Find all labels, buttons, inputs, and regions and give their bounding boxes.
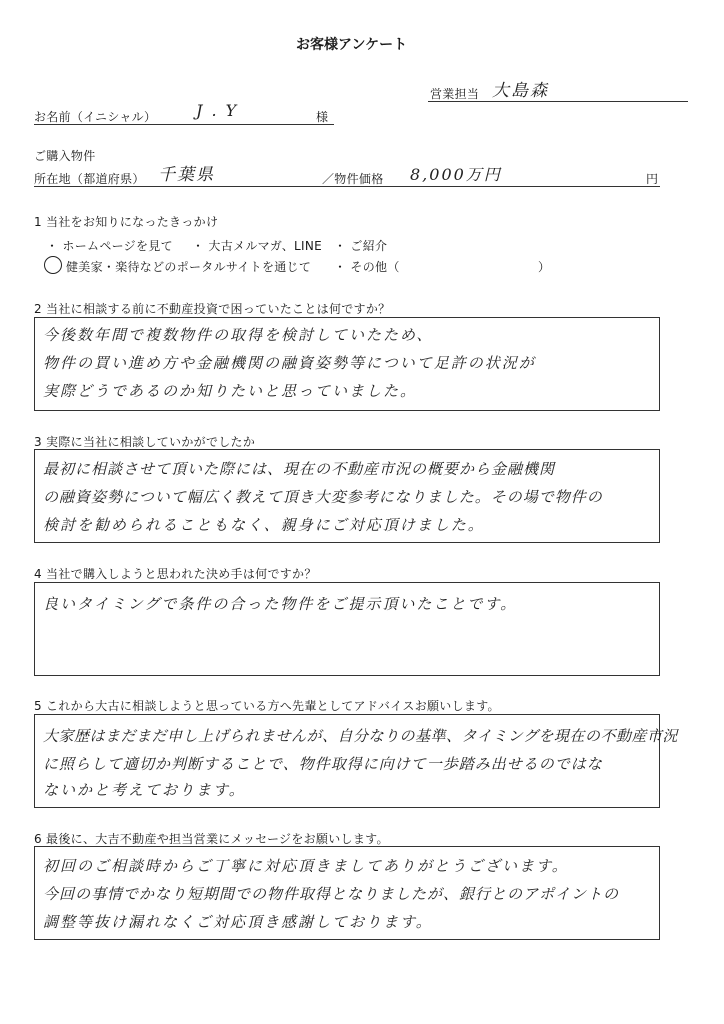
q3-label: 3 実際に当社に相談していかがでしたか [34,435,256,449]
q5-answer-line-1: 大家歴はまだまだ申し上げられませんが、自分なりの基準、タイミングを現在の不動産市況 [43,727,678,745]
q6-answer-box [34,846,660,940]
q2-answer-line-3: 実際どうであるのか知りたいと思っていました。 [43,382,418,400]
q3-answer-box [34,449,660,543]
q5-answer-line-3: ないかと考えております。 [43,781,246,799]
q3-answer-line-2: の融資姿勢について幅広く教えて頂き大変参考になりました。その場で物件の [43,488,603,506]
q4-answer-line-1: 良いタイミングで条件の合った物件をご提示頂いたことです。 [43,595,518,613]
location-label: 所在地（都道府県） [34,172,145,186]
property-underline [34,186,660,187]
name-value: J . Y [196,101,239,120]
price-unit: 円 [646,172,659,186]
q6-answer-line-3: 調整等抜け漏れなくご対応頂き感謝しております。 [43,913,433,931]
sales-rep-value: 大島森 [492,81,549,101]
q3-answer-line-3: 検討を勧められることもなく、親身にご対応頂けました。 [43,516,485,534]
q6-answer-line-1: 初回のご相談時からご丁寧に対応頂きましてありがとうございます。 [43,857,569,875]
q6-label: 6 最後に、大吉不動産や担当営業にメッセージをお願いします。 [34,832,389,846]
name-suffix: 様 [316,110,329,124]
q4-label: 4 当社で購入しようと思われた決め手は何ですか？ [34,567,317,581]
q5-label: 5 これから大古に相談しようと思っている方へ先輩としてアドバイスお願いします。 [34,699,500,713]
q1-option-portal: 健美家・楽待などのポータルサイトを通じて [66,260,312,274]
name-label: お名前（イニシャル） [34,110,157,124]
q1-selection-circle [44,256,62,274]
q3-answer-line-1: 最初に相談させて頂いた際には、現在の不動産市況の概要から金融機関 [43,460,556,478]
page-title: お客様アンケート [296,37,408,53]
name-underline [34,124,334,125]
location-value: 千葉県 [158,165,215,185]
price-label: ／物件価格 [322,172,384,186]
q2-answer-line-1: 今後数年間で複数物件の取得を検討していたため、 [43,326,434,344]
q2-answer-box [34,317,660,411]
sales-rep-underline [428,101,688,102]
q2-label: 2 当社に相談する前に不動産投資で困っていたことは何ですか？ [34,302,391,316]
q1-option-homepage: ・ ホームページを見て [46,239,173,253]
property-heading: ご購入物件 [34,149,96,163]
q2-answer-line-2: 物件の買い進め方や金融機関の融資姿勢等について足許の状況が [43,354,536,372]
price-value: 8,000万円 [410,165,502,184]
q1-label: 1 当社をお知りになったきっかけ [34,215,219,229]
q1-option-other-close: ） [538,260,551,274]
sales-rep-label: 営業担当 [430,87,480,101]
q1-option-mailmag: ・ 大古メルマガ、LINE [192,239,323,253]
q5-answer-line-2: に照らして適切か判断することで、物件取得に向けて一歩踏み出せるのではな [43,755,603,773]
q4-answer-box [34,582,660,676]
q5-answer-box [34,714,678,808]
q1-option-other: ・ その他（ [334,260,400,274]
q1-option-referral: ・ ご紹介 [334,239,388,253]
q6-answer-line-2: 今回の事情でかなり短期間での物件取得となりましたが、銀行とのアポイントの [43,885,620,903]
